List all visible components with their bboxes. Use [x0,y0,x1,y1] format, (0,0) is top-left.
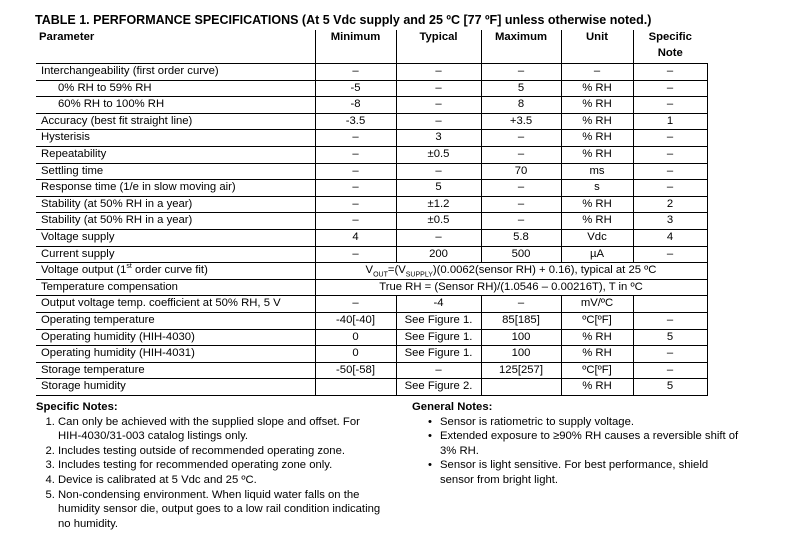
cell-minimum: – [315,130,396,147]
cell-specific-note: – [633,246,707,263]
specific-notes [36,400,386,531]
table-row-temp-compensation [36,279,707,296]
cell-unit: % RH [561,97,633,114]
cell-maximum: – [481,213,561,230]
table-row [36,97,707,114]
cell-minimum: -40[-40] [315,312,396,329]
cell-maximum [481,379,561,396]
table-row-voltage-output [36,263,707,280]
cell-specific-note: 5 [633,329,707,346]
vo-param-post: order curve fit) [131,264,208,277]
vo-param-sup: st [126,263,132,271]
cell-unit: % RH [561,213,633,230]
general-notes [412,400,742,488]
table-row [36,296,707,313]
table-title: TABLE 1. PERFORMANCE SPECIFICATIONS (At 5 Vdc supply and 25 ºC [77 ºF] unless otherwise noted.) [35,13,652,27]
cell-minimum: – [315,180,396,197]
cell-maximum: 125[257] [481,362,561,379]
header-specific-note [633,30,707,64]
cell-minimum: 4 [315,229,396,246]
table-row [36,196,707,213]
cell-typical: ±0.5 [396,213,481,230]
cell-unit: ºC[ºF] [561,312,633,329]
cell-specific-note: – [633,346,707,363]
cell-specific-note: – [633,97,707,114]
cell-unit: % RH [561,379,633,396]
cell-specific-note: – [633,312,707,329]
cell-voltage-output-formula [315,263,707,280]
cell-unit: % RH [561,113,633,130]
cell-unit: % RH [561,196,633,213]
cell-maximum: 5.8 [481,229,561,246]
cell-typical: – [396,229,481,246]
table-row [36,246,707,263]
cell-unit: % RH [561,80,633,97]
cell-minimum: – [315,146,396,163]
cell-typical: – [396,362,481,379]
general-note-item: • Sensor is light sensitive. For best performance, shield sensor from bright light. [428,458,742,487]
cell-unit: mV/ºC [561,296,633,313]
cell-parameter: Operating humidity (HIH-4030) [36,329,315,346]
cell-maximum: 100 [481,346,561,363]
cell-unit: ms [561,163,633,180]
header-parameter: Parameter [36,30,315,64]
cell-minimum: 0 [315,329,396,346]
cell-specific-note: 1 [633,113,707,130]
table-header-row [36,30,707,64]
cell-unit: % RH [561,329,633,346]
specific-note-item: 4. Device is calibrated at 5 Vdc and 25 ºC. [58,473,386,488]
cell-minimum: – [315,196,396,213]
table-row [36,64,707,81]
header-typical: Typical [396,30,481,64]
cell-maximum: 70 [481,163,561,180]
table-row [36,213,707,230]
cell-specific-note: – [633,130,707,147]
cell-maximum: +3.5 [481,113,561,130]
cell-parameter: Storage humidity [36,379,315,396]
cell-maximum: 500 [481,246,561,263]
cell-typical: 3 [396,130,481,147]
cell-maximum: – [481,146,561,163]
cell-typical: See Figure 1. [396,312,481,329]
cell-minimum: – [315,213,396,230]
cell-specific-note: – [633,163,707,180]
cell-parameter: Output voltage temp. coefficient at 50% RH, 5 V [36,296,315,313]
performance-spec-table [36,30,708,396]
cell-specific-note: – [633,362,707,379]
cell-parameter: Interchangeability (first order curve) [36,64,315,81]
specific-notes-list [36,415,386,532]
cell-unit: % RH [561,146,633,163]
cell-typical: -4 [396,296,481,313]
cell-specific-note: 5 [633,379,707,396]
header-unit: Unit [561,30,633,64]
cell-parameter: Operating humidity (HIH-4031) [36,346,315,363]
vo-f-out: OUT [373,271,388,279]
table-row [36,130,707,147]
cell-specific-note: – [633,180,707,197]
cell-specific-note: – [633,80,707,97]
table-row [36,113,707,130]
general-notes-list [412,415,742,488]
cell-specific-note: 4 [633,229,707,246]
cell-maximum: – [481,130,561,147]
vo-f-rest: )(0.0062(sensor RH) + 0.16), typical at 25 ºC [432,264,657,277]
cell-parameter: Voltage supply [36,229,315,246]
cell-parameter: 0% RH to 59% RH [36,80,315,97]
header-note-line1: Specific [648,31,692,43]
cell-parameter: Repeatability [36,146,315,163]
vo-f-supply: SUPPLY [405,271,433,279]
cell-unit: % RH [561,346,633,363]
cell-typical: 200 [396,246,481,263]
cell-typical: – [396,163,481,180]
table-row [36,329,707,346]
cell-unit: – [561,64,633,81]
table-row [36,346,707,363]
cell-maximum: 85[185] [481,312,561,329]
cell-parameter: Temperature compensation [36,279,315,296]
specific-note-item: 2. Includes testing outside of recommended operating zone. [58,444,386,459]
cell-minimum: -8 [315,97,396,114]
table-body-top [36,64,707,263]
cell-parameter: Operating temperature [36,312,315,329]
cell-minimum: – [315,163,396,180]
cell-minimum: 0 [315,346,396,363]
cell-minimum: – [315,64,396,81]
cell-typical: – [396,80,481,97]
general-note-item: • Extended exposure to ≥90% RH causes a reversible shift of 3% RH. [428,429,742,458]
cell-unit: µA [561,246,633,263]
cell-unit: s [561,180,633,197]
table-row [36,180,707,197]
cell-typical: – [396,64,481,81]
specific-notes-heading: Specific Notes: [36,401,118,413]
cell-maximum: – [481,296,561,313]
cell-parameter: Hysterisis [36,130,315,147]
header-maximum: Maximum [481,30,561,64]
cell-maximum: 100 [481,329,561,346]
cell-parameter: Storage temperature [36,362,315,379]
table-row [36,379,707,396]
cell-unit: % RH [561,130,633,147]
cell-parameter: Stability (at 50% RH in a year) [36,196,315,213]
cell-maximum: – [481,196,561,213]
cell-unit: ºC[ºF] [561,362,633,379]
header-minimum: Minimum [315,30,396,64]
cell-parameter: Current supply [36,246,315,263]
vo-param-pre: Voltage output (1 [41,264,127,277]
cell-minimum: -5 [315,80,396,97]
general-note-item: • Sensor is ratiometric to supply voltage. [428,415,742,430]
cell-parameter: 60% RH to 100% RH [36,97,315,114]
general-notes-heading: General Notes: [412,401,493,413]
vo-f-v: V [365,264,374,277]
cell-minimum: – [315,246,396,263]
vo-f-eq: =(V [387,264,406,277]
specific-note-item: 1. Can only be achieved with the supplied slope and offset. For HIH-4030/31-003 catalog listings only. [58,415,386,444]
cell-typical: ±1.2 [396,196,481,213]
cell-typical: – [396,113,481,130]
cell-minimum [315,379,396,396]
cell-specific-note [633,296,707,313]
table-row [36,312,707,329]
cell-maximum: 8 [481,97,561,114]
cell-maximum: 5 [481,80,561,97]
table-row [36,362,707,379]
cell-minimum: -50[-58] [315,362,396,379]
cell-typical: – [396,97,481,114]
cell-specific-note: 3 [633,213,707,230]
cell-typical: 5 [396,180,481,197]
table-row [36,163,707,180]
table-row [36,229,707,246]
cell-parameter [36,263,315,280]
cell-unit: Vdc [561,229,633,246]
table-row [36,146,707,163]
cell-minimum: – [315,296,396,313]
cell-typical: ±0.5 [396,146,481,163]
cell-specific-note: – [633,64,707,81]
specific-note-item: 5. Non-condensing environment. When liquid water falls on the humidity sensor die, output goes to a low rail condition indicating no humidity. [58,488,386,532]
cell-typical: See Figure 2. [396,379,481,396]
cell-maximum: – [481,64,561,81]
cell-specific-note: – [633,146,707,163]
cell-parameter: Settling time [36,163,315,180]
cell-typical: See Figure 1. [396,329,481,346]
cell-minimum: -3.5 [315,113,396,130]
header-note-line2: Note [657,46,683,59]
cell-maximum: – [481,180,561,197]
table-body-bottom [36,296,707,396]
cell-typical: See Figure 1. [396,346,481,363]
cell-parameter: Accuracy (best fit straight line) [36,113,315,130]
specific-note-item: 3. Includes testing for recommended operating zone only. [58,458,386,473]
cell-parameter: Stability (at 50% RH in a year) [36,213,315,230]
cell-specific-note: 2 [633,196,707,213]
cell-temp-compensation-formula: True RH = (Sensor RH)/(1.0546 – 0.00216T), T in ºC [315,279,707,296]
cell-parameter: Response time (1/e in slow moving air) [36,180,315,197]
table-row [36,80,707,97]
